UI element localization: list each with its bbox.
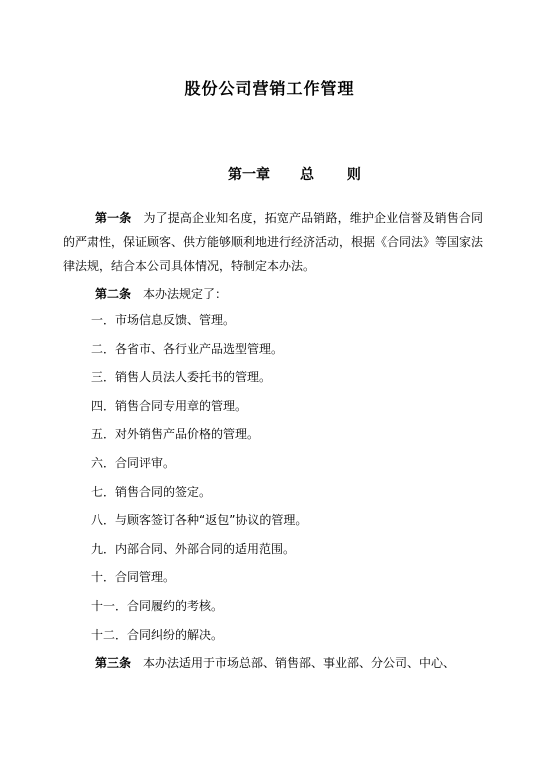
article-2-text: 本办法规定了： — [143, 287, 228, 301]
list-item: 四．销售合同专用章的管理。 — [91, 398, 248, 413]
document-title: 股份公司营销工作管理 — [184, 79, 355, 98]
article-1-number: 第一条 — [95, 211, 132, 225]
article-3 — [63, 651, 483, 675]
list-item: 六．合同评审。 — [91, 455, 176, 470]
document-body — [63, 206, 483, 675]
chapter-heading — [228, 164, 375, 184]
chapter-number: 第一章 — [228, 167, 270, 183]
list-item: 十．合同管理。 — [91, 570, 176, 585]
article-3-number: 第三条 — [95, 656, 132, 671]
list-item: 十二．合同纠纷的解决。 — [91, 627, 224, 642]
list-item: 三．销售人员法人委托书的管理。 — [91, 370, 272, 385]
list-item: 七．销售合同的签定。 — [91, 484, 212, 499]
list-item: 九．内部合同、外部合同的适用范围。 — [91, 541, 296, 556]
article-2-number: 第二条 — [95, 287, 132, 301]
article-1 — [63, 206, 483, 278]
list-item: 五．对外销售产品价格的管理。 — [91, 427, 260, 442]
list-item: 二．各省市、各行业产品选型管理。 — [91, 341, 284, 356]
list-item: 十一．合同履约的考核。 — [91, 598, 224, 613]
article-3-text: 本办法适用于市场总部、销售部、事业部、分公司、中心、 — [143, 656, 456, 671]
chapter-name: 总 则 — [300, 167, 375, 183]
article-2-list — [63, 306, 483, 649]
list-item: 一．市场信息反馈、管理。 — [91, 313, 236, 327]
list-item: 八．与顾客签订各种“返包”协议的管理。 — [91, 513, 308, 528]
article-2 — [63, 282, 483, 306]
article-1-text: 为了提高企业知名度，拓宽产品销路，维护企业信誉及销售合同的严肃性，保证顾客、供方能够顺利地进行经济活动，根据《合同法》等国家法律法规，结合本公司具体情况，特制定本办法。 — [63, 211, 484, 273]
